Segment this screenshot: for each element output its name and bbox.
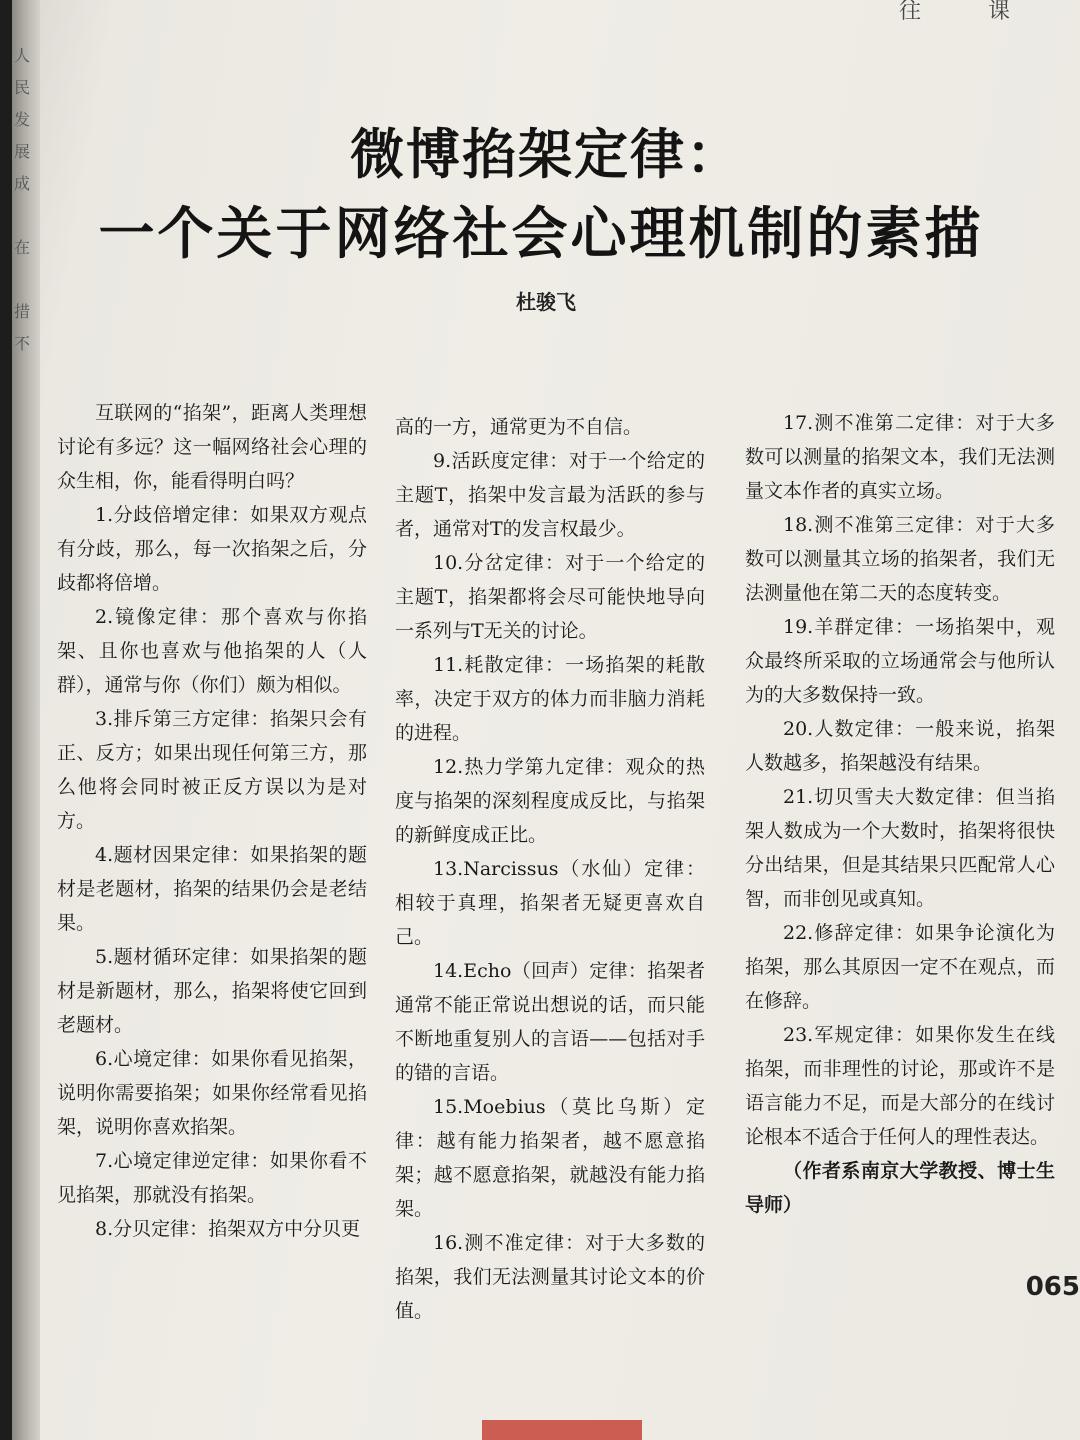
paragraph: 9.活跃度定律：对于一个给定的主题T，掐架中发言最为活跃的参与者，通常对T的发言权最少。 — [395, 450, 705, 540]
paragraph: 互联网的“掐架”，距离人类理想讨论有多远？这一幅网络社会心理的众生相，你，能看得明白吗？ — [57, 402, 367, 492]
section-header-mark: 往 课 — [899, 0, 1040, 24]
paragraph: 11.耗散定律：一场掐架的耗散率，决定于双方的体力而非脑力消耗的进程。 — [395, 654, 705, 744]
paragraph: 8.分贝定律：掐架双方中分贝更 — [95, 1218, 361, 1240]
paragraph: 1.分歧倍增定律：如果双方观点有分歧，那么，每一次掐架之后，分歧都将倍增。 — [57, 504, 367, 594]
page-number: 065 — [1025, 1272, 1080, 1302]
paragraph: 5.题材循环定律：如果掐架的题材是新题材，那么，掐架将使它回到老题材。 — [57, 946, 367, 1036]
paragraph: 17.测不准第二定律：对于大多数可以测量的掐架文本，我们无法测量文本作者的真实立场。 — [745, 412, 1055, 502]
paragraph: 22.修辞定律：如果争论演化为掐架，那么其原因一定不在观点，而在修辞。 — [745, 922, 1055, 1012]
paragraph: 23.军规定律：如果你发生在线掐架，而非理性的讨论，那或许不是语言能力不足，而是大部分的在线讨论根本不适合于任何人的理性表达。 — [745, 1024, 1055, 1148]
paragraph: 14.Echo（回声）定律：掐架者通常不能正常说出想说的话，而只能不断地重复别人的言语——包括对手的错的言语。 — [395, 960, 705, 1084]
paragraph: 6.心境定律：如果你看见掐架，说明你需要掐架；如果你经常看见掐架，说明你喜欢掐架。 — [57, 1048, 367, 1138]
article-title-line-2: 一个关于网络社会心理机制的素描 — [98, 202, 984, 267]
paragraph: 2.镜像定律：那个喜欢与你掐架、且你也喜欢与他掐架的人（人群），通常与你（你们）颇为相似。 — [57, 606, 367, 696]
magazine-page — [12, 0, 1080, 1440]
paragraph: 16.测不准定律：对于大多数的掐架，我们无法测量其讨论文本的价值。 — [395, 1232, 705, 1322]
paragraph: 12.热力学第九定律：观众的热度与掐架的深刻程度成反比，与掐架的新鲜度成正比。 — [395, 756, 705, 846]
previous-page-edge-text: 人民 发展 成 在 措 不 — [14, 46, 31, 353]
paragraph: 20.人数定律：一般来说，掐架人数越多，掐架越没有结果。 — [745, 718, 1055, 774]
author-note: （作者系南京大学教授、博士生导师） — [745, 1160, 1055, 1216]
paragraph: 13.Narcissus（水仙）定律：相较于真理，掐架者无疑更喜欢自己。 — [395, 858, 705, 948]
paragraph: 15.Moebius（莫比乌斯）定律：越有能力掐架者，越不愿意掐架；越不愿意掐架，就越没有能力掐架。 — [395, 1096, 705, 1220]
text-column-1 — [57, 396, 367, 1246]
paragraph: 3.排斥第三方定律：掐架只会有正、反方；如果出现任何第三方，那么他将会同时被正反方误以为是对方。 — [57, 708, 367, 832]
red-object-edge — [482, 1420, 642, 1440]
paragraph-continued: 高的一方，通常更为不自信。 — [395, 416, 643, 438]
paragraph: 18.测不准第三定律：对于大多数可以测量其立场的掐架者，我们无法测量他在第二天的态度转变。 — [745, 514, 1055, 604]
text-column-2 — [395, 410, 705, 1328]
article-author: 杜骏飞 — [516, 290, 576, 314]
text-column-3 — [745, 406, 1055, 1222]
paragraph: 21.切贝雪夫大数定律：但当掐架人数成为一个大数时，掐架将很快分出结果，但是其结果只匹配常人心智，而非创见或真知。 — [745, 786, 1055, 910]
paragraph: 10.分岔定律：对于一个给定的主题T，掐架都将会尽可能快地导向一系列与T无关的讨论。 — [395, 552, 705, 642]
paragraph: 7.心境定律逆定律：如果你看不见掐架，那就没有掐架。 — [57, 1150, 367, 1206]
article-title-line-1: 微博掐架定律： — [350, 123, 742, 186]
paragraph: 4.题材因果定律：如果掐架的题材是老题材，掐架的结果仍会是老结果。 — [57, 844, 367, 934]
paragraph: 19.羊群定律：一场掐架中，观众最终所采取的立场通常会与他所认为的大多数保持一致。 — [745, 616, 1055, 706]
